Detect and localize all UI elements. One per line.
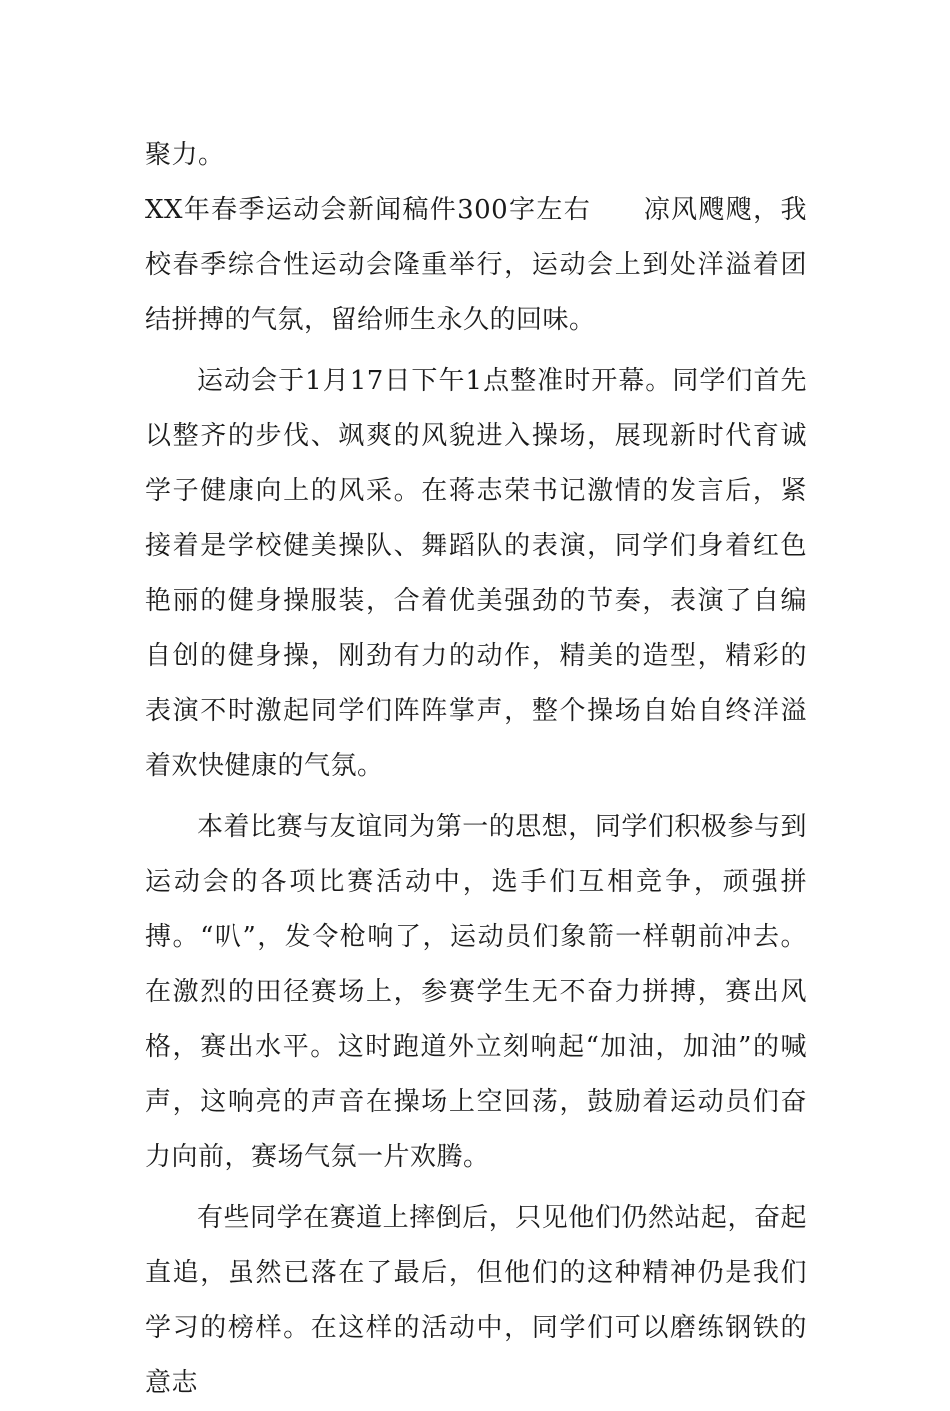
document-body: [145, 128, 807, 1411]
intro-text: 凉风飕飕，我校春季综合性运动会隆重举行，运动会上到处洋溢着团结拼搏的气氛，留给师生永久的回味。: [145, 195, 807, 335]
title-and-intro: [145, 183, 807, 348]
paragraph-2: 本着比赛与友谊同为第一的思想，同学们积极参与到运动会的各项比赛活动中，选手们互相竞争，顽强拼搏。“叭”，发令枪响了，运动员们象箭一样朝前冲去。在激烈的田径赛场上，参赛学生无不奋力拼搏，赛出风格，赛出水平。这时跑道外立刻响起“加油，加油”的喊声，这响亮的声音在操场上空回荡，鼓励着运动员们奋力向前，赛场气氛一片欢腾。: [145, 812, 807, 1172]
article-title: XX年春季运动会新闻稿件300字左右: [145, 195, 592, 225]
paragraph-1: 运动会于1月17日下午1点整准时开幕。同学们首先以整齐的步伐、飒爽的风貌进入操场，展现新时代育诚学子健康向上的风采。在蒋志荣书记激情的发言后，紧接着是学校健美操队、舞蹈队的表演，同学们身着红色艳丽的健身操服装，合着优美强劲的节奏，表演了自编自创的健身操，刚劲有力的动作，精美的造型，精彩的表演不时激起同学们阵阵掌声，整个操场自始自终洋溢着欢快健康的气氛。: [145, 366, 807, 781]
fragment-line: 聚力。: [145, 140, 225, 170]
paragraph-3: 有些同学在赛道上摔倒后，只见他们仍然站起，奋起直追，虽然已落在了最后，但他们的这种精神仍是我们学习的榜样。在这样的活动中，同学们可以磨练钢铁的意志: [145, 1203, 807, 1398]
